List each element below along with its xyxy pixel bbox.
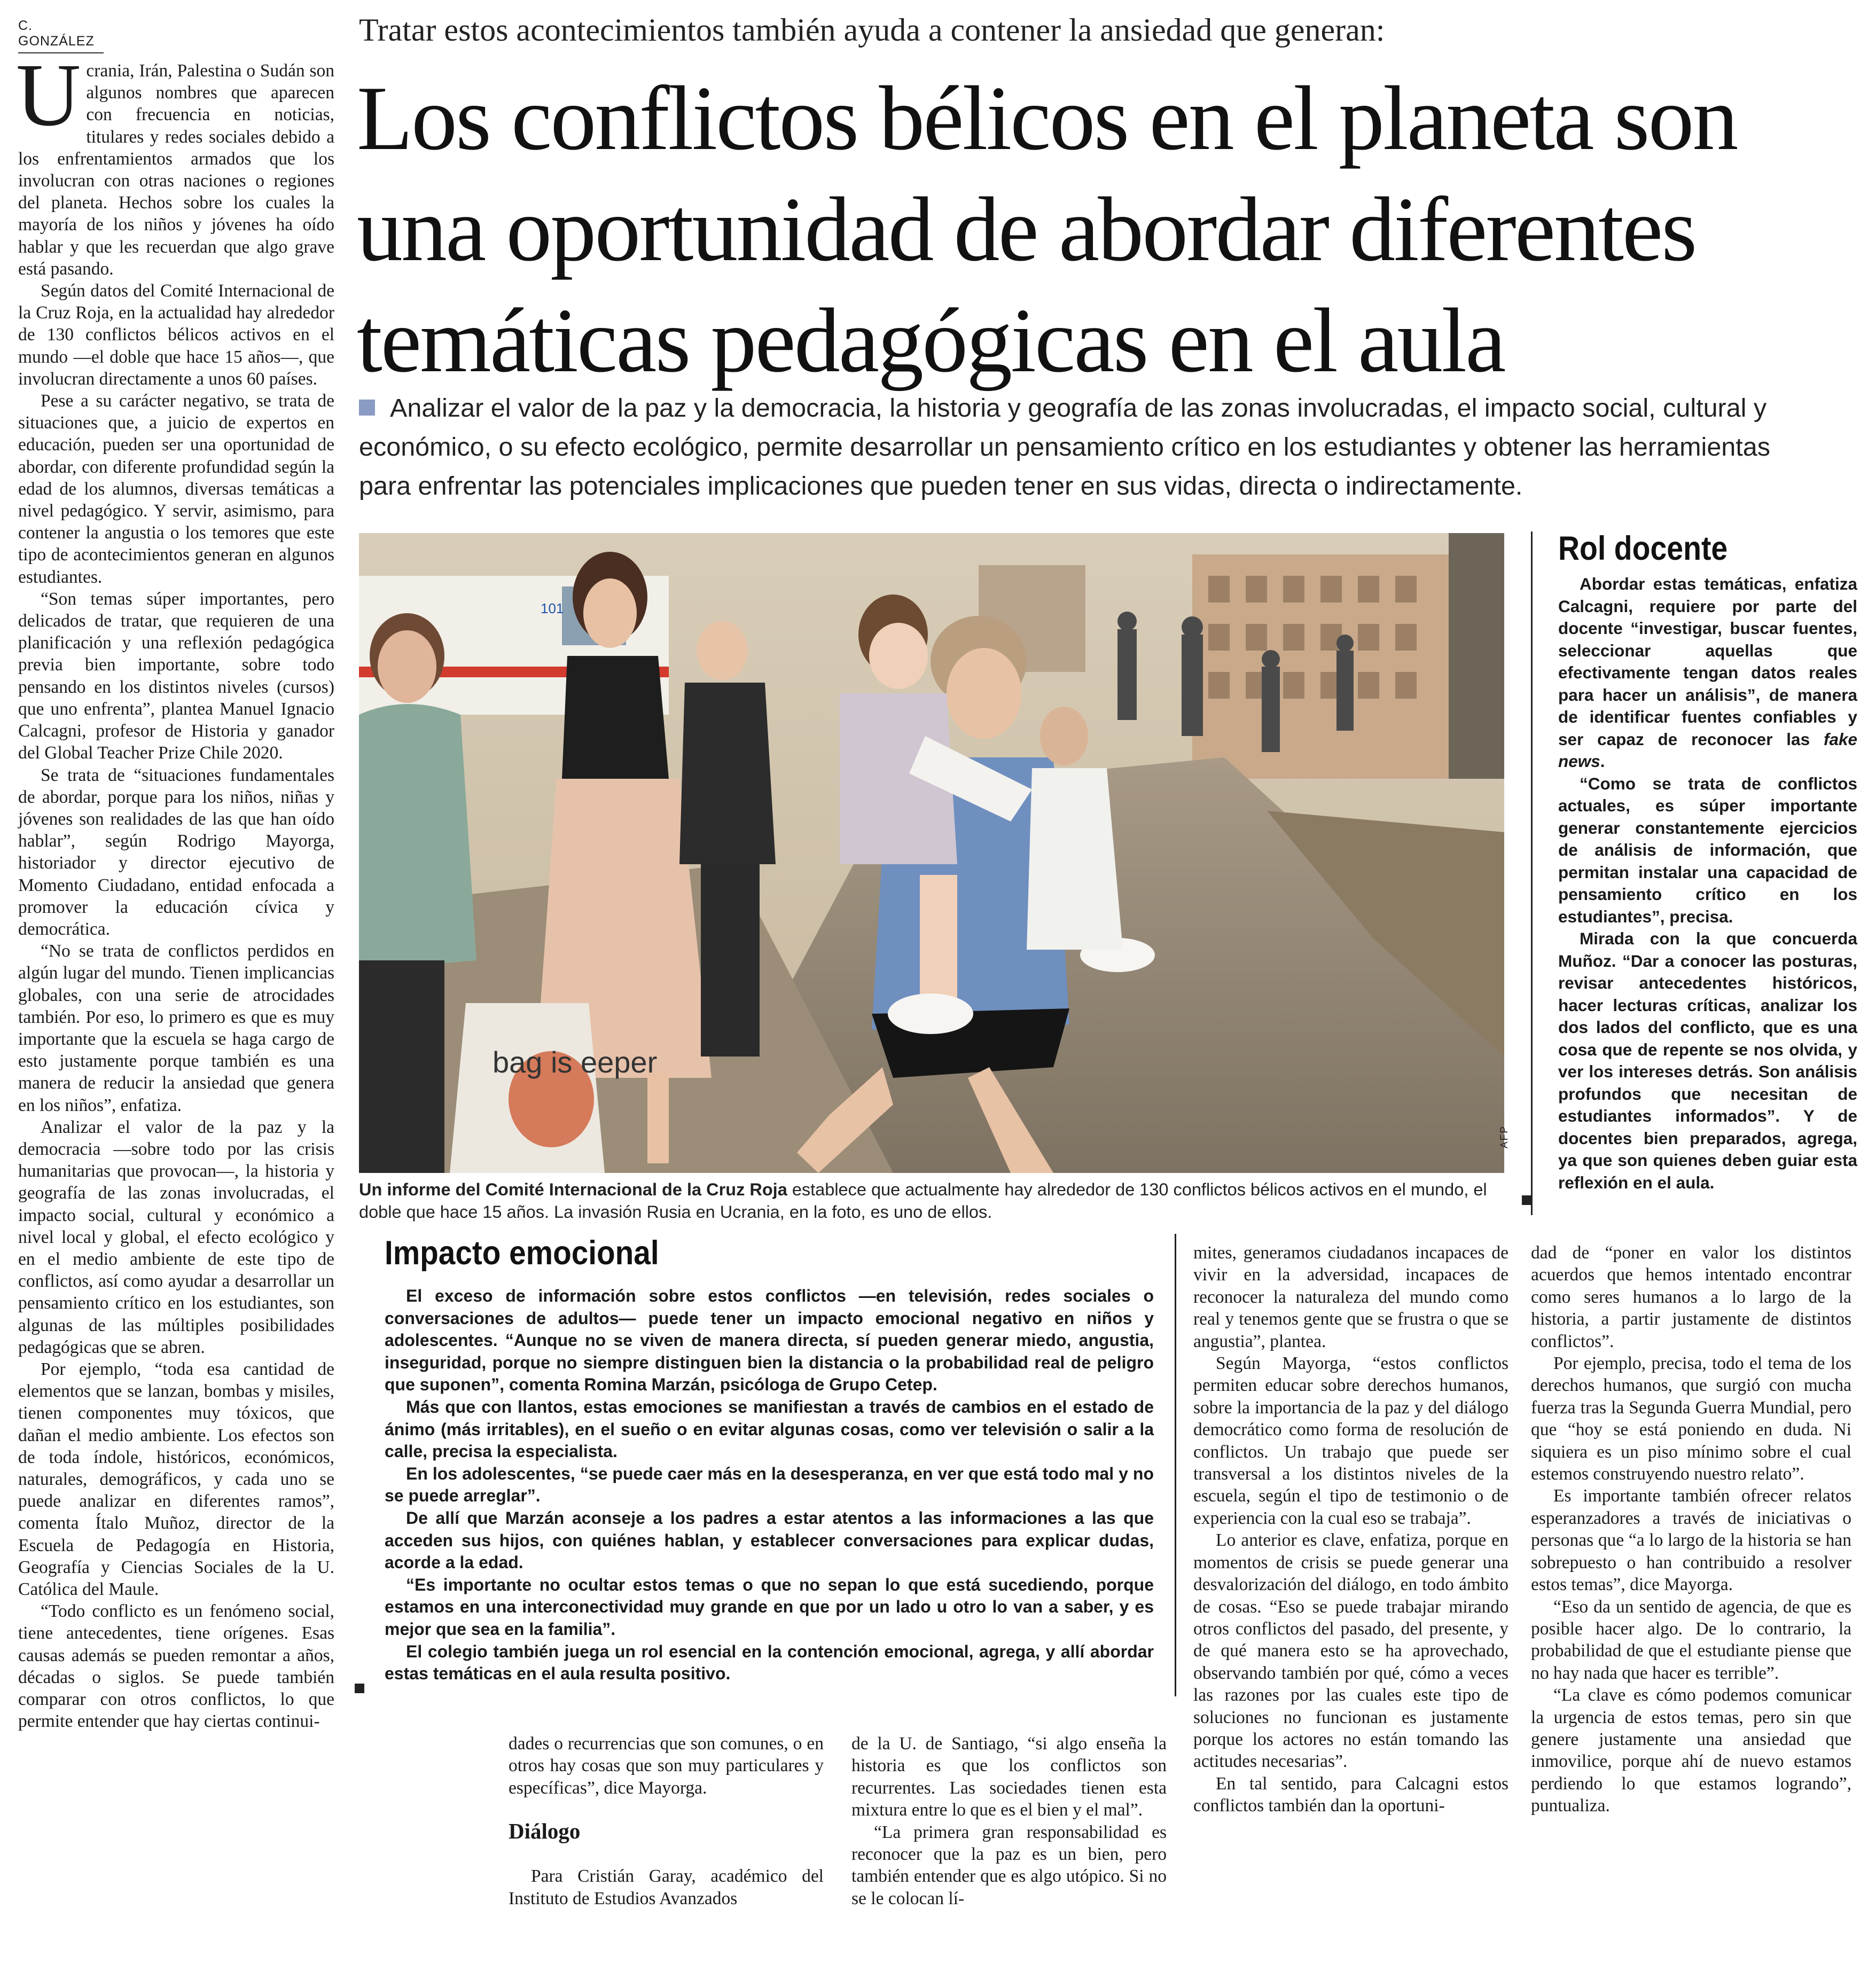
rol-paragraph: Mirada con la que concuerda Muñoz. “Dar a conocer las posturas, revisar antecedentes históricos, hacer lecturas críticas, analizar los dos lados del conflicto, que es una cosa que de repente se nos olvida, y ver los intereses detrás. Son análisis profundos que necesitan de estudiantes informados”. Y de docentes bien preparados, agrega, ya que son quienes deben guiar esta reflexión en el aula. [1558,929,1857,1192]
column-2 [509,1733,824,1910]
body-paragraph: Pese a su carácter negativo, se trata de situaciones que, a juicio de expertos en educación, pueden ser una oportunidad de abordar, con diferente profundidad según la edad de los alumnos, diversas temáticas a nivel pedagógico. Y servir, asimismo, para contener la angustia o los temores que este tipo de acontecimientos generan en algunos estudiantes. [18,391,334,587]
headline-line-3: temáticas pedagógicas en el aula [357,290,1505,392]
body-paragraph: Por ejemplo, “toda esa cantidad de elementos que se lanzan, bombas y misiles, tienen componentes muy tóxicos, que dañan el medio ambiente. Los efectos son de toda índole, históricos, económicos, naturales, demográficos, y cada uno se puede analizar en diferentes ramos”, comenta Ítalo Muñoz, director de la Escuela de Pedagogía en Historia, Geografía y Ciencias Sociales de la U. Católica del Maule. [18,1359,334,1600]
body-paragraph: dades o recurrencias que son comunes, o en otros hay cosas que son muy particulares y específicas”, dice Mayorga. [509,1734,824,1798]
column-4 [1193,1242,1508,1817]
impacto-paragraph: De allí que Marzán aconseje a los padres a estar atentos a las informaciones a las que acceden sus hijos, con quiénes hablan, y establecer conversaciones para explicar dudas, acorde a la edad. [385,1508,1154,1572]
impacto-paragraph: Más que con llantos, estas emociones se manifiestan a través de cambios en el estado de ánimo (más irritables), en el sueño o en evitar algunas cosas, como ver televisión o salir a la calle, precisa la especialista. [385,1397,1154,1461]
body-paragraph: Se trata de “situaciones fundamentales de abordar, porque para los niños, niñas y jóvenes son realidades de las que han oído hablar”, según Rodrigo Mayorga, historiador y director ejecutivo de Momento Ciudadano, entidad enfocada a promover la educación cívica y democrática. [18,765,334,939]
body-paragraph: Analizar el valor de la paz y la democracia —sobre todo por las crisis humanitarias que provocan—, la historia y geografía de las zonas involucradas, el impacto social, cultural y económico a nivel local y global, el efecto ecológico y en el medio ambiente de este tipo de conflictos, así como ayudar a desarrollar un pensamiento crítico en los estudiantes, son algunas de las múltiples posibilidades pedagógicas que se abren. [18,1117,334,1357]
photo-caption [359,1178,1507,1223]
rol-paragraph: Abordar estas temáticas, enfatiza Calcagni, requiere por parte del docente “investigar, buscar fuentes, seleccionar aquellas que efectivamente tengan datos reales para hacer un análisis”, de manera de identificar fuentes confiables y ser capaz de reconocer las fake news. [1558,574,1857,771]
impacto-paragraph: “Es importante no ocultar estos temas o que no sepan lo que está sucediendo, porque estamos en una interconectividad muy grande en que por un lado u otro lo van a saber, y es mejor que sea en la familia”. [385,1575,1154,1639]
headline-line-1: Los conflictos bélicos en el planeta son [357,68,1737,169]
body-paragraph: Según datos del Comité Internacional de la Cruz Roja, en la actualidad hay alrededor de 130 conflictos bélicos activos en el mundo —el doble que hace 15 años—, que involucran directamente a unos 60 países. [18,281,334,389]
news-photo [359,533,1504,1173]
impacto-title: Impacto emocional [385,1234,659,1272]
fake-news-term: fake news [1558,729,1857,771]
kicker: Tratar estos acontecimientos también ayuda a contener la ansiedad que generan: [359,12,1385,48]
headline [357,63,1852,396]
body-paragraph: “No se trata de conflictos perdidos en algún lugar del mundo. Tienen implicancias globales, con una serie de atrocidades también. Por eso, lo primero es que es muy importante que la escuela se haga cargo de esto justamente porque también es una manera de reducir la ansiedad que genera en los niños”, enfatiza. [18,941,334,1115]
column-3 [851,1733,1167,1910]
deck [359,389,1817,506]
body-paragraph: “Todo conflicto es un fenómeno social, tiene antecedentes, tiene orígenes. Esas causas además se pueden remontar a años, décadas o siglos. Se puede también comparar con otros conflictos, lo que permite entender que hay ciertas continui- [18,1601,334,1732]
impacto-paragraph: En los adolescentes, “se puede caer más en la desesperanza, en ver que está todo mal y no se puede arreglar”. [385,1464,1154,1506]
end-mark-icon [1522,1195,1531,1205]
svg-text:101: 101 [541,600,564,616]
body-paragraph: Lo anterior es clave, enfatiza, porque en momentos de crisis se puede generar una desvalorización del diálogo, en todo ámbito de cosas. “Eso se puede trabajar mirando otros conflictos del pasado, del presente, y de qué manera esto se ha aprovechado, observando también por qué, cómo a veces las razones por las cuales este tipo de soluciones no funcionan es justamente porque los actores no están tomando las actitudes necesarias”. [1193,1530,1508,1772]
rol-docente-title: Rol docente [1558,530,1728,567]
body-paragraph: Según Mayorga, “estos conflictos permiten educar sobre derechos humanos, sobre la importancia de la paz y del diálogo democrático como forma de resolución de conflictos. Un trabajo que puede ser transversal a los distintos niveles de la escuela, según el tipo de testimonio o de experiencia con la cual eso se trabaja”. [1193,1353,1508,1528]
end-mark-icon [355,1684,364,1693]
body-paragraph: Por ejemplo, precisa, todo el tema de los derechos humanos, que surgió con mucha fuerza tras la Segunda Guerra Mundial, pero que “hoy se está poniendo en duda. Ni siquiera es un piso mínimo sobre el cual estemos construyendo nuestro relato”. [1531,1353,1851,1484]
deck-text: Analizar el valor de la paz y la democracia, la historia y geografía de las zonas involucradas, el impacto social, cultural y económico, o su efecto ecológico, permite desarrollar un pensamiento crítico en los estudiantes y obtener las herramientas para enfrentar las potenciales implicaciones que pueden tener en sus vidas, directa o indirectamente. [359,394,1770,500]
body-paragraph: de la U. de Santiago, “si algo enseña la historia es que los conflictos son recurrentes. Las sociedades tienen esta mixtura entre lo que es el bien y el mal”. [851,1734,1167,1820]
headline-line-2: una oportunidad de abordar diferentes [357,179,1696,280]
photo-credit: AFP [1499,1125,1510,1148]
caption-text: establece que actualmente hay alrededor de 130 conflictos bélicos activos en el mundo, el doble que hace 15 años. La invasión Rusia en Ucrania, en la foto, es uno de ellos. [359,1180,1487,1222]
body-paragraph: Para Cristián Garay, académico del Instituto de Estudios Avanzados [509,1866,824,1908]
byline: C. GONZÁLEZ [18,18,104,53]
impacto-paragraph: El exceso de información sobre estos conflictos —en televisión, redes sociales o conversaciones de adultos— puede tener un impacto emocional negativo en niños y adolescentes. “Aunque no se viven de manera directa, sí pueden generar miedo, angustia, inseguridad, porque no siempre distinguen bien la distancia o la probabilidad real de peligro que suponen”, comenta Romina Marzán, psicóloga de Grupo Cetep. [385,1286,1154,1395]
body-paragraph: Es importante también ofrecer relatos esperanzadores a través de iniciativas o personas que “a lo largo de la historia se han sobrepuesto o han contribuido a resolver estos temas”, dice Mayorga. [1531,1486,1851,1595]
column-1 [16,45,334,1732]
deck-square-icon [359,400,375,416]
impacto-text [385,1285,1154,1685]
impacto-paragraph: El colegio también juega un rol esencial en la contención emocional, agrega, y allí abordar estas temáticas en el aula resulta positivo. [385,1641,1154,1684]
rol-paragraph: “Como se trata de conflictos actuales, es súper importante generar constantemente ejercicios de análisis de información, que permitan instalar una capacidad de pensamiento crítico en los estudiantes”, precisa. [1558,773,1857,926]
body-paragraph: “Eso da un sentido de agencia, de que es posible hacer algo. De lo contrario, la probabilidad de que el estudiante piense que no hay nada que hacer es terrible”. [1531,1597,1851,1683]
impacto-emocional-box [359,1234,1176,1696]
rol-docente-text [1558,573,1857,1194]
body-paragraph: mites, generamos ciudadanos incapaces de vivir en la adversidad, incapaces de reconocer la naturaleza del mundo como real y tenemos gente que se frustra o que se angustia”, plantea. [1193,1243,1508,1351]
body-paragraph: “La primera gran responsabilidad es reconocer que la paz es un bien, pero también entender que es algo utópico. Si no se le colocan lí- [851,1822,1167,1908]
body-paragraph: dad de “poner en valor los distintos acuerdos que hemos intentado encontrar como seres humanos a lo largo de la historia, a partir justamente de distintos conflictos”. [1531,1243,1851,1351]
body-paragraph: En tal sentido, para Calcagni estos conflictos también dan la oportuni- [1193,1773,1508,1816]
caption-bold: Un informe del Comité Internacional de la Cruz Roja [359,1180,787,1199]
svg-text:bag is eeper: bag is eeper [493,1045,658,1079]
body-paragraph: “Son temas súper importantes, pero delicados de tratar, que requieren de una planificación y una reflexión pedagógica previa bien importante, sobre todo pensando en los distintos niveles (cursos) que uno enfrenta”, plantea Manuel Ignacio Calcagni, profesor de Historia y ganador del Global Teacher Prize Chile 2020. [18,589,334,763]
drop-cap: U [16,45,81,145]
photo-illustration [359,533,1504,1173]
dialogo-subhead: Diálogo [509,1819,581,1844]
column-5 [1531,1242,1851,1817]
lead-paragraph: Ucrania, Irán, Palestina o Sudán son algunos nombres que aparecen con frecuencia en noticias, titulares y redes sociales debido a los enfrentamientos armados que los involucran con otras naciones o regiones del planeta. Hechos sobre los cuales la mayoría de los niños y jóvenes ha oído hablar y que les recuerdan que algo grave está pasando. [16,45,334,279]
body-paragraph: “La clave es cómo podemos comunicar la urgencia de estos temas, pero sin que genere justamente una ansiedad que inmovilice, porque ahí de nuevo estamos perdiendo lo que estamos logrando”, puntualiza. [1531,1685,1851,1816]
rol-docente-box [1531,531,1858,1215]
